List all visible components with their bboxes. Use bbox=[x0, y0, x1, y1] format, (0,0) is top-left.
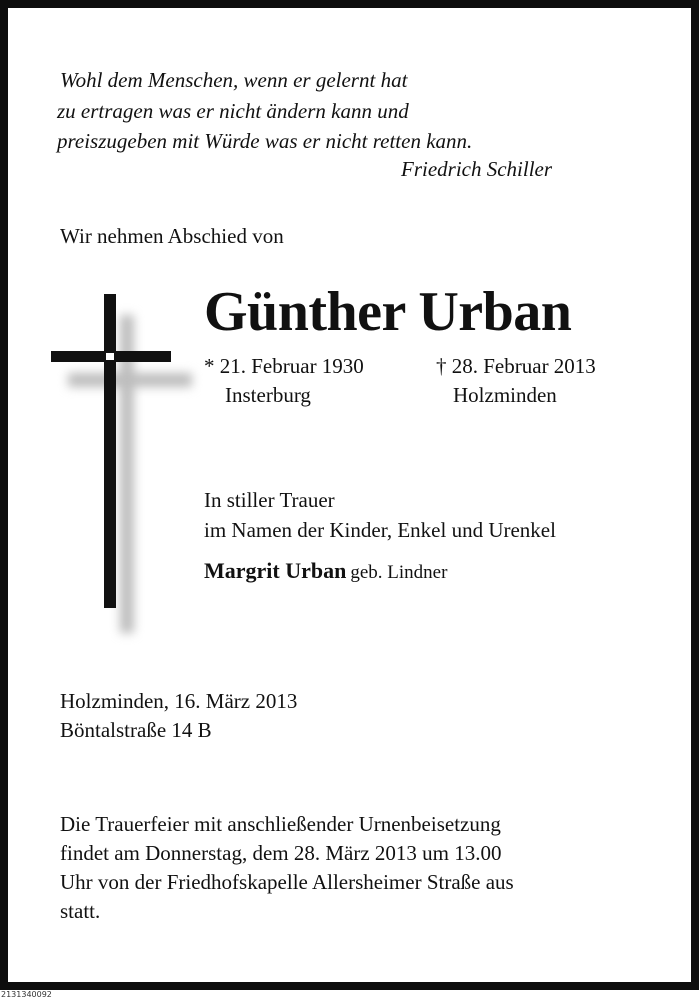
quote-line-3: preiszugeben mit Würde was er nicht retten kann. bbox=[57, 129, 473, 153]
mourning-line-1: In stiller Trauer bbox=[204, 488, 335, 512]
street-address: Böntalstraße 14 B bbox=[60, 718, 212, 742]
mourner bbox=[204, 560, 447, 582]
quote-line-2: zu ertragen was er nicht ändern kann und bbox=[57, 99, 409, 123]
service-line-4: statt. bbox=[60, 899, 101, 923]
mourning-line-2: im Namen der Kinder, Enkel und Urenkel bbox=[204, 518, 556, 542]
mourner-name: Margrit Urban bbox=[204, 558, 347, 583]
deceased-name: Günther Urban bbox=[204, 281, 572, 343]
death-date: † 28. Februar 2013 bbox=[436, 354, 596, 378]
service-line-1: Die Trauerfeier mit anschließender Urnenbeisetzung bbox=[60, 812, 501, 836]
reference-number: 2131340092 bbox=[1, 990, 52, 999]
birth-place: Insterburg bbox=[225, 383, 311, 407]
service-line-2: findet am Donnerstag, dem 28. März 2013 um 13.00 bbox=[60, 841, 502, 865]
mourner-maiden-name: geb. Lindner bbox=[350, 562, 448, 583]
quote-line-1: Wohl dem Menschen, wenn er gelernt hat bbox=[60, 68, 408, 92]
quote-author: Friedrich Schiller bbox=[401, 157, 553, 181]
birth-date: * 21. Februar 1930 bbox=[204, 354, 364, 378]
death-place: Holzminden bbox=[453, 383, 557, 407]
farewell-heading: Wir nehmen Abschied von bbox=[60, 224, 284, 248]
service-line-3: Uhr von der Friedhofskapelle Allersheimer Straße aus bbox=[60, 870, 514, 894]
place-and-date: Holzminden, 16. März 2013 bbox=[60, 689, 298, 713]
